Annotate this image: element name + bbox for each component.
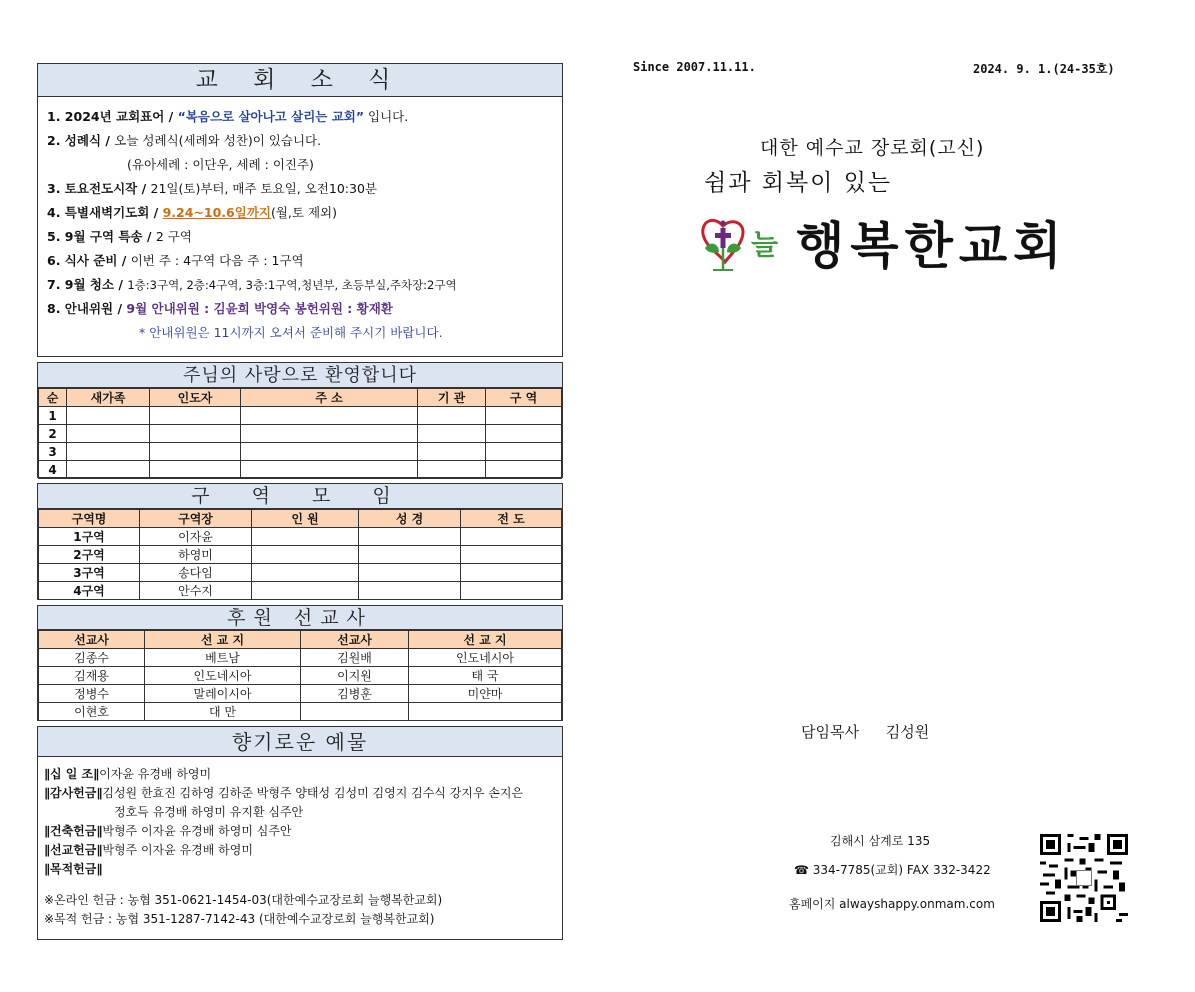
district-header-row (39, 510, 562, 528)
col-header: 전 도 (461, 510, 562, 528)
district-table (38, 509, 562, 600)
col-header: 기 관 (418, 389, 486, 407)
offering-tithe: ∥십 일 조∥이자윤 유경배 하영미 (44, 767, 212, 781)
church-news-title: 교 회 소 식 (38, 64, 562, 97)
offering-thanks: ∥감사헌금∥김성원 한효진 김하영 김하준 박형주 양태성 김성미 김영지 김수식 강지우 손지은 (44, 786, 524, 800)
col-header: 순 (39, 389, 67, 407)
offering-box (37, 726, 563, 940)
offering-purpose: ∥목적헌금∥ (44, 862, 103, 876)
news-item-1: 1. 2024년 교회표어 / “복음으로 살아나고 살리는 교회” 입니다. (47, 109, 409, 124)
pastor-title: 담임목사 (801, 723, 859, 741)
col-header: 구 역 (486, 389, 562, 407)
offering-list (38, 757, 562, 929)
district-title: 구 역 모 임 (38, 484, 562, 509)
col-header: 선교사 (39, 631, 145, 649)
missionaries-box (37, 605, 563, 721)
tagline: 쉼과 회복이 있는 (704, 170, 893, 196)
table-row: 2구역 하영미 (39, 546, 562, 564)
missionaries-header-row (39, 631, 562, 649)
logo-text: 늘 (751, 228, 779, 261)
table-row: 3구역 송다임 (39, 564, 562, 582)
table-row: 4 (39, 461, 562, 479)
since-date: Since 2007.11.11. (633, 60, 756, 74)
news-item-3: 3. 토요전도시작 / 21일(토)부터, 매주 토요일, 오전10:30분 (47, 181, 377, 196)
church-address: 김해시 삼계로 135 (830, 834, 931, 848)
news-item-2: 2. 성례식 / 오늘 성례식(세례와 성찬)이 있습니다. (47, 133, 322, 148)
denomination: 대한 예수교 장로회(고신) (760, 137, 985, 159)
col-header: 구역명 (39, 510, 140, 528)
welcome-header-row (39, 389, 562, 407)
offering-building: ∥건축헌금∥박형주 이자윤 유경배 하영미 심주안 (44, 824, 292, 838)
table-row: 정병수 말레이시아 김병훈 미얀마 (39, 685, 562, 703)
news-item-8: 8. 안내위원 / 9월 안내위원 : 김윤희 박영숙 봉헌위원 : 황재환 (47, 301, 393, 316)
church-news-list (38, 97, 562, 345)
church-news-box (37, 63, 563, 357)
col-header: 구역장 (140, 510, 252, 528)
missionaries-title: 후원 선교사 (38, 606, 562, 630)
pastor-name: 김성원 (885, 723, 930, 741)
news-item-4: 4. 특별새벽기도회 / 9.24~10.6일까지(월,토 제외) (47, 205, 337, 220)
table-row: 김재용 인도네시아 이지원 태 국 (39, 667, 562, 685)
pastor-line (801, 721, 929, 742)
church-phone: ☎ 334-7785(교회) FAX 332-3422 (794, 863, 991, 877)
col-header: 새가족 (67, 389, 150, 407)
church-homepage: 홈페이지 alwayshappy.onmam.com (789, 897, 995, 911)
col-header: 인도자 (150, 389, 241, 407)
offering-mission: ∥선교헌금∥박형주 이자윤 유경배 하영미 (44, 843, 253, 857)
col-header: 주 소 (241, 389, 418, 407)
news-item-2-detail: (유아세례 : 이단우, 세례 : 이진주) (127, 157, 314, 172)
welcome-table (38, 388, 562, 479)
district-box (37, 483, 563, 600)
news-item-6: 6. 식사 준비 / 이번 주 : 4구역 다음 주 : 1구역 (47, 253, 304, 268)
col-header: 선 교 지 (409, 631, 562, 649)
news-note: * 안내위원은 11시까지 오셔서 준비해 주시기 바랍니다. (139, 325, 443, 340)
qr-code-icon (1040, 834, 1128, 922)
col-header: 인 원 (252, 510, 359, 528)
missionaries-table (38, 630, 562, 721)
purpose-offering-account: ※목적 헌금 : 농협 351-1287-7142-43 (대한예수교장로회 늘행복한교회) (44, 912, 435, 926)
col-header: 선교사 (301, 631, 409, 649)
table-row: 김종수 베트남 김원배 인도네시아 (39, 649, 562, 667)
col-header: 성 경 (359, 510, 461, 528)
table-row: 이현호 대 만 (39, 703, 562, 721)
church-logo-icon (697, 214, 793, 274)
table-row: 1 (39, 407, 562, 425)
table-row: 4구역 안수지 (39, 582, 562, 600)
table-row: 3 (39, 443, 562, 461)
welcome-title: 주님의 사랑으로 환영합니다 (38, 363, 562, 388)
news-item-5: 5. 9월 구역 특송 / 2 구역 (47, 229, 192, 244)
offering-thanks-cont: 정호득 유경배 하영미 유지환 심주안 (114, 805, 304, 819)
news-item-7: 7. 9월 청소 / 1층:3구역, 2층:4구역, 3층:1구역,청년부, 초등부실,주차장:2구역 (47, 277, 457, 292)
online-offering-account: ※온라인 헌금 : 농협 351-0621-1454-03(대한예수교장로회 늘행복한교회) (44, 893, 443, 907)
welcome-box (37, 362, 563, 478)
offering-title: 향기로운 예물 (38, 727, 562, 757)
col-header: 선 교 지 (145, 631, 301, 649)
table-row: 2 (39, 425, 562, 443)
issue-date: 2024. 9. 1.(24-35호) (973, 62, 1115, 76)
church-name: 행복한교회 (796, 217, 1068, 275)
table-row: 1구역 이자윤 (39, 528, 562, 546)
